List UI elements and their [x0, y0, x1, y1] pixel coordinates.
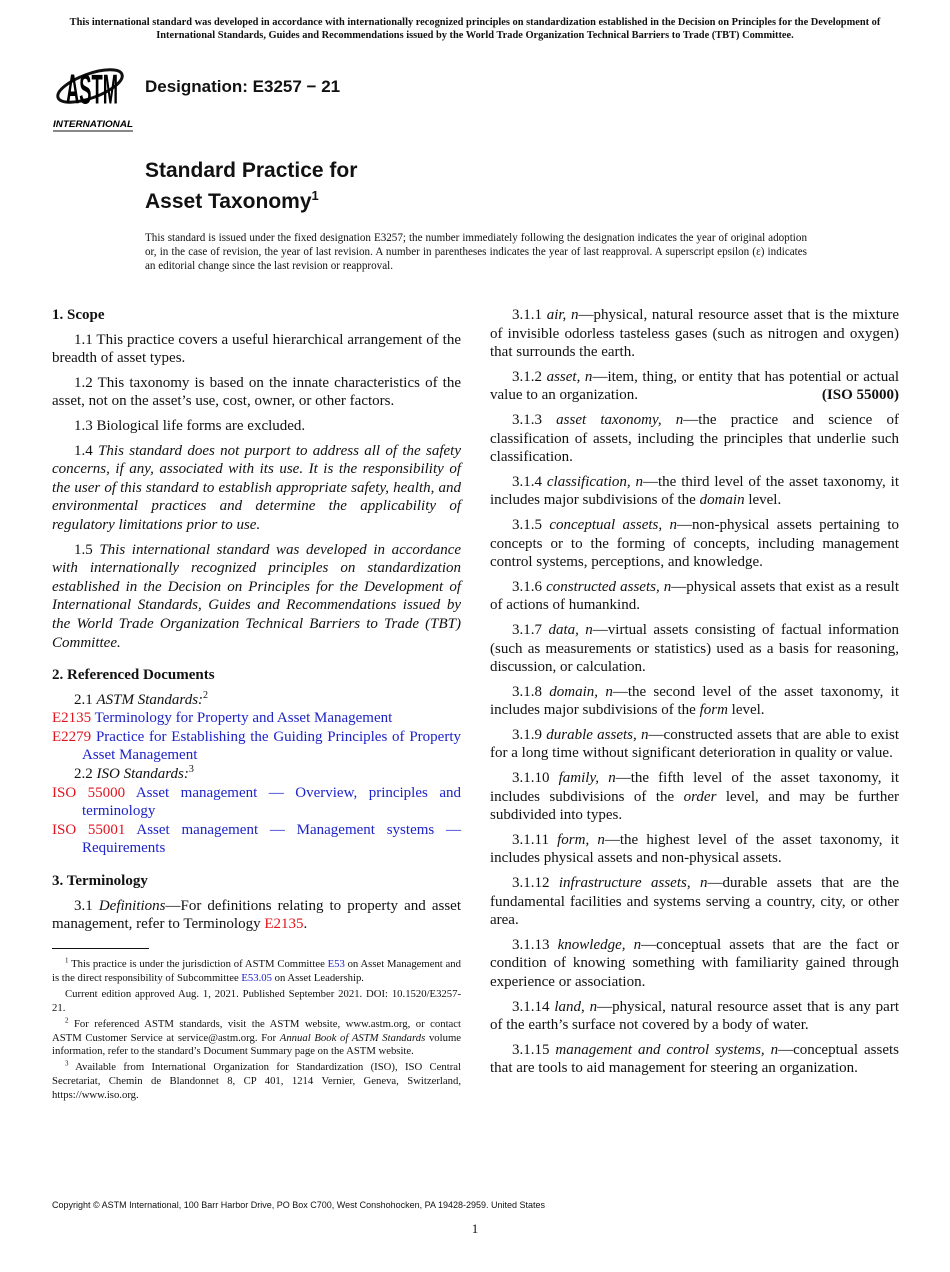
paragraph: [490, 831, 899, 868]
text-run: [125, 785, 136, 801]
reference-entry: [52, 709, 461, 728]
text-run: 3.1.6: [512, 578, 547, 595]
paragraph: [52, 442, 461, 535]
svg-text:ASTM: ASTM: [66, 65, 118, 113]
text-run: —the practice and science of classification of assets, including the principles that underlie such classification.: [490, 411, 899, 466]
section-heading: [52, 666, 461, 685]
paragraph: [490, 473, 899, 510]
reference-entry: [52, 821, 461, 858]
text-run: form, n: [557, 831, 605, 848]
text-run: —the highest level of the asset taxonomy, it includes physical assets and non-physical assets.: [490, 831, 899, 867]
paragraph: [52, 331, 461, 368]
text-run: classification, n: [546, 473, 643, 490]
text-run: ISO Standards:: [96, 766, 189, 783]
text-run: on Asset Management and is the direct responsibility of Subcommittee: [52, 958, 461, 984]
wto-notice: This international standard was developed in accordance with internationally recognized principles on standardization established in the Decision on Principles for the Development of International Standards, Guides and Recommendations issued by the World Trade Organization Technical Barriers to Trade (TBT) Committee.: [69, 17, 881, 41]
paragraph: [490, 936, 899, 992]
text-run: infrastructure assets, n: [558, 875, 708, 892]
text-run: —conceptual assets that are tools to aid management for steering an organization.: [490, 1041, 899, 1077]
reference-link[interactable]: Terminology for Property and Asset Management: [94, 710, 393, 727]
text-run: asset, n: [546, 368, 593, 385]
text-run: land, n: [554, 998, 598, 1015]
reference-link[interactable]: E2135: [52, 710, 92, 727]
text-run: 3.1: [74, 897, 99, 914]
designation: Designation: E3257 − 21: [145, 77, 341, 96]
reference-link[interactable]: E2279: [52, 728, 92, 745]
text-run: family, n: [558, 770, 616, 787]
paragraph: [52, 541, 461, 653]
text-run: This international standard was developed in accordance with internationally recognized principles on standardization established in the Decision on Principles for the Development of International Standards, Guides and Recommendations issued by the World Trade Organization Technical Barriers to Trade (TBT) Committee.: [52, 541, 462, 651]
paragraph: [52, 897, 461, 934]
page-number: 1: [471, 1221, 479, 1236]
reference-link[interactable]: ISO 55001: [52, 821, 126, 838]
footnote-mark: 2: [65, 1016, 69, 1025]
text-run: domain, n: [549, 683, 613, 700]
text-run: 3.1.7: [512, 621, 549, 638]
text-run: 3.1.13: [512, 936, 558, 953]
paragraph: [490, 726, 899, 763]
text-run: 3.1.2: [512, 368, 547, 385]
text-run: 3.1.8: [512, 683, 550, 700]
paragraph: [490, 516, 899, 572]
footnote-mark: 1: [65, 956, 69, 965]
paragraph: [490, 874, 899, 930]
text-run: Annual Book of ASTM Standards: [279, 1031, 426, 1044]
text-run: durable assets, n: [546, 726, 649, 743]
text-run: constructed assets, n: [546, 578, 672, 595]
text-run: —item, thing, or entity that has potential or actual value to an organization.: [490, 368, 900, 404]
text-run: data, n: [548, 621, 593, 638]
reference-link[interactable]: E53.05: [241, 971, 272, 984]
text-run: 3. Terminology: [52, 873, 148, 890]
text-run: 1.2 This taxonomy is based on the innate characteristics of the asset, not on the asset’s use, cost, owner, or other factors.: [52, 374, 461, 410]
left-column: [52, 306, 461, 940]
text-run: 2.1: [74, 691, 97, 708]
svg-text:INTERNATIONAL: INTERNATIONAL: [53, 119, 134, 130]
astm-logo: [52, 56, 134, 132]
text-run: —constructed assets that are able to exist for a long time without significant deterioration in quality or value.: [490, 726, 900, 762]
text-run: 3.1.5: [512, 516, 550, 533]
text-run: air, n: [546, 307, 579, 323]
text-run: .: [303, 916, 308, 933]
footnote-mark: 2: [203, 689, 209, 701]
reference-entry: [52, 784, 461, 821]
text-run: 1.3 Biological life forms are excluded.: [74, 417, 306, 434]
copyright: Copyright © ASTM International, 100 Barr Harbor Drive, PO Box C700, West Conshohocken, PA 19428-2959. United States: [52, 1200, 546, 1210]
title-line-2: [145, 183, 357, 214]
text-run: —physical assets that exist as a result of actions of humankind.: [490, 578, 899, 614]
text-run: 3.1.15: [512, 1041, 556, 1058]
paragraph: [52, 374, 461, 411]
paragraph: [490, 621, 899, 677]
text-run: asset taxonomy, n: [556, 411, 684, 428]
paragraph: [490, 306, 899, 362]
text-run: 1.1 This practice covers a useful hierarchical arrangement of the breadth of asset types.: [52, 331, 461, 367]
text-run: 1.4: [74, 442, 99, 459]
footnote-divider: [52, 948, 149, 949]
text-run: level, and may be further subdivided into types.: [490, 788, 899, 824]
title-line-1: Standard Practice for: [145, 159, 358, 182]
text-run: 3.1.14: [512, 998, 555, 1015]
reference-link[interactable]: E53: [327, 958, 345, 970]
title-text: Asset Taxonomy: [145, 190, 312, 213]
paragraph: [52, 765, 461, 784]
text-run: ASTM Standards:: [96, 691, 204, 708]
title-footnote-mark: 1: [311, 188, 319, 203]
paragraph: [52, 1018, 461, 1060]
text-run: form: [699, 702, 728, 719]
paragraph: [490, 411, 899, 467]
text-run: (ISO 55000): [821, 387, 899, 404]
text-run: level.: [727, 702, 765, 719]
reference-entry: [52, 728, 461, 765]
paragraph: [490, 578, 899, 615]
text-run: —the second level of the asset taxonomy, it includes major subdivisions of the: [490, 683, 899, 719]
reference-link[interactable]: ISO 55000: [52, 784, 126, 801]
text-run: —virtual assets consisting of factual information (such as measurements or statistics) used as a basis for reasoning, discussion, or calculation.: [490, 621, 900, 676]
paragraph: [52, 958, 461, 986]
text-run: —durable assets that are the fundamental facilities and systems serving a country, city, or other area.: [490, 875, 899, 929]
reference-link[interactable]: Practice for Establishing the Guiding Principles of Property Asset Management: [82, 728, 461, 764]
paragraph: [490, 1041, 899, 1078]
text-run: 2. Referenced Documents: [52, 667, 215, 684]
right-column: [490, 306, 899, 1084]
text-run: domain: [699, 492, 745, 509]
text-run: 1.5: [74, 541, 100, 558]
text-run: For referenced ASTM standards, visit the ASTM website, www.astm.org, or contact ASTM Customer Service at service@astm.org. For: [52, 1017, 461, 1044]
text-run: volume information, refer to the standard’s Document Summary page on the ASTM website.: [52, 1031, 462, 1058]
text-run: 3.1.4: [512, 473, 547, 490]
text-run: —physical, natural resource asset that is any part of the earth’s surface not covered by a body of water.: [490, 998, 900, 1034]
reference-link[interactable]: E2135: [264, 916, 304, 933]
reference-link[interactable]: Asset management — Overview, principles and terminology: [82, 784, 461, 820]
text-run: —the third level of the asset taxonomy, it includes major subdivisions of the: [490, 473, 900, 509]
text-run: level.: [744, 492, 782, 509]
text-run: on Asset Leadership.: [271, 971, 364, 984]
text-run: Current edition approved Aug. 1, 2021. Published September 2021. DOI: 10.1520/E3257-21.: [52, 987, 461, 1014]
text-run: —non-physical assets pertaining to concepts or to the forming of concepts, including management control systems, perceptions, and knowledge.: [490, 516, 899, 571]
text-run: management and control systems, n: [555, 1041, 779, 1058]
footnotes: [52, 958, 461, 1105]
text-run: 3.1.12: [512, 875, 559, 892]
document-title: [145, 158, 357, 214]
paragraph: [52, 417, 461, 436]
text-run: This standard does not purport to address all of the safety concerns, if any, associated with its use. It is the responsibility of the user of this standard to establish appropriate safety, health, and environmental practices and determine the applicability of regulatory limitations prior to use.: [52, 442, 462, 533]
text-run: 2.2: [74, 766, 97, 783]
intro-note: This standard is issued under the fixed designation E3257; the number immediately following the designation indicates the year of original adoption or, in the case of revision, the year of last revision. A number in parentheses indicates the year of last reapproval. A superscript epsilon (ε) indicates an editorial change since the last revision or reapproval.: [145, 232, 807, 272]
text-run: —physical, natural resource asset that is the mixture of invisible odorless tasteless gases (such as nitrogen and oxygen) that surrounds the earth.: [490, 307, 900, 361]
section-heading: [52, 306, 461, 325]
text-run: —For definitions relating to property and asset management, refer to Terminology: [52, 897, 462, 933]
text-run: Definitions: [98, 897, 166, 914]
paragraph: [52, 1061, 461, 1103]
paragraph: [52, 691, 461, 710]
text-run: 3.1.10: [512, 770, 559, 787]
text-run: —the fifth level of the asset taxonomy, it includes subdivisions of the: [490, 770, 900, 805]
text-run: —conceptual assets that are the fact or condition of knowing something with familiarity gained through experience or association.: [490, 936, 900, 990]
paragraph: [490, 368, 899, 405]
text-run: 3.1.11: [512, 831, 558, 848]
paragraph: [490, 769, 899, 825]
reference-link[interactable]: Asset management — Management systems — Requirements: [82, 821, 461, 857]
text-run: [125, 822, 136, 838]
text-run: 3.1.9: [512, 726, 547, 743]
text-run: 1. Scope: [52, 307, 105, 323]
paragraph: [490, 683, 899, 720]
footnote-mark: 3: [65, 1059, 69, 1068]
footnote-mark: 3: [188, 764, 194, 776]
text-run: conceptual assets, n: [549, 516, 677, 533]
text-run: Available from International Organization for Standardization (ISO), ISO Central Secretariat, Chemin de Blandonnet 8, CP 401, 1214 Vernier, Geneva, Switzerland, https://www.iso.org.: [52, 1061, 461, 1102]
text-run: 3.1.1: [512, 307, 547, 323]
section-heading: [52, 872, 461, 891]
text-run: order: [683, 788, 717, 805]
text-run: 3.1.3: [512, 411, 557, 428]
paragraph: [52, 988, 461, 1016]
paragraph: [490, 998, 899, 1035]
text-run: This practice is under the jurisdiction of ASTM Committee: [68, 958, 328, 970]
text-run: knowledge, n: [557, 936, 642, 953]
